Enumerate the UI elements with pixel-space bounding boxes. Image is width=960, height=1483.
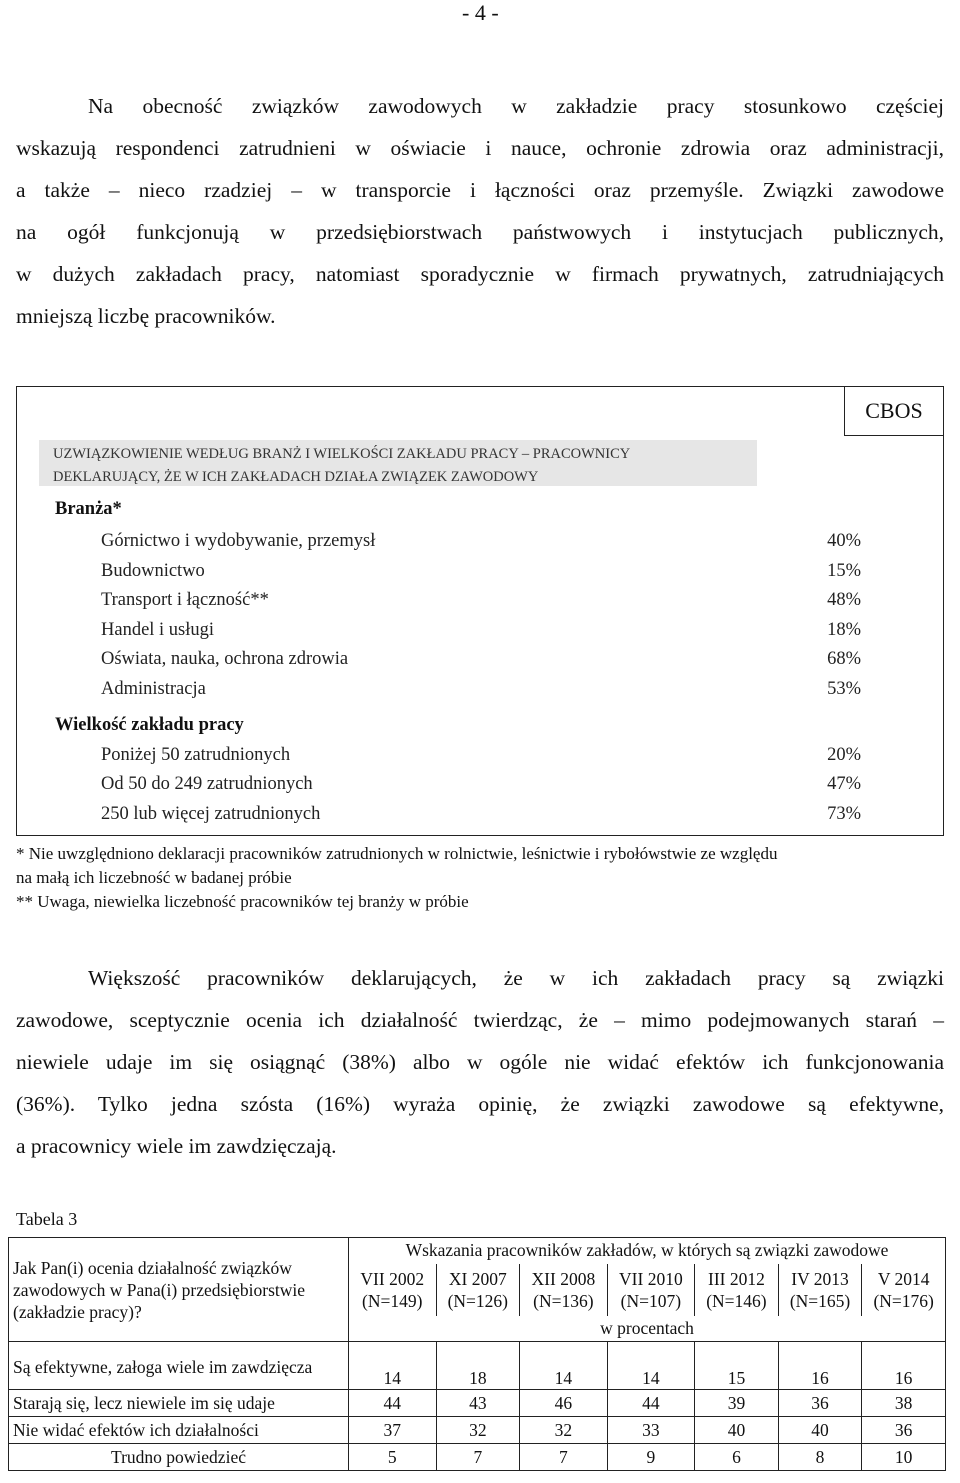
size-row bbox=[101, 745, 861, 766]
table-caption: Tabela 3 bbox=[16, 1209, 78, 1229]
paragraph-line: na ogół funkcjonują w przedsiębiorstwach państwowych i instytucjach publicznych, bbox=[16, 220, 944, 244]
paragraph-line: mniejszą liczbę pracowników. bbox=[16, 304, 276, 328]
column-header: V 2014 (N=176) bbox=[862, 1264, 946, 1316]
industry-row bbox=[101, 590, 861, 611]
paragraph-line: wskazują respondenci zatrudnieni w oświacie i nauce, ochronie zdrowia oraz administracji, bbox=[16, 136, 944, 160]
column-header: III 2012 (N=146) bbox=[695, 1264, 779, 1316]
row-value: 40% bbox=[827, 531, 861, 551]
row-value: 53% bbox=[827, 679, 861, 699]
table-cell: 38 bbox=[862, 1390, 946, 1417]
row-value: 20% bbox=[827, 745, 861, 765]
row-label: Administracja bbox=[101, 679, 206, 699]
footnote-line: na małą ich liczebność w badanej próbie bbox=[16, 868, 292, 887]
group-header: Wskazania pracowników zakładów, w których są związki zawodowe bbox=[349, 1238, 946, 1264]
table-cell: 16 bbox=[862, 1342, 946, 1390]
row-value: 68% bbox=[827, 649, 861, 669]
survey-table bbox=[8, 1237, 946, 1471]
page-number: - 4 - bbox=[462, 0, 499, 25]
industry-row bbox=[101, 531, 861, 552]
paragraph-1 bbox=[16, 85, 944, 337]
industry-row bbox=[101, 679, 861, 700]
column-header: VII 2002 (N=149) bbox=[349, 1264, 437, 1316]
table-cell: 36 bbox=[778, 1390, 862, 1417]
row-label: 250 lub więcej zatrudnionych bbox=[101, 804, 321, 824]
row-label: Od 50 do 249 zatrudnionych bbox=[101, 774, 313, 794]
table-cell: 5 bbox=[349, 1444, 437, 1471]
table-cell: 6 bbox=[695, 1444, 779, 1471]
paragraph-line: (36%). Tylko jedna szósta (16%) wyraża opinię, że związki zawodowe są efektywne, bbox=[16, 1092, 944, 1116]
table-cell: 32 bbox=[520, 1417, 608, 1444]
box-title-line: DEKLARUJĄCY, ŻE W ICH ZAKŁADACH DZIAŁA ZWIĄZEK ZAWODOWY bbox=[53, 469, 539, 485]
paragraph-line: Na obecność związków zawodowych w zakładzie pracy stosunkowo częściej bbox=[88, 94, 944, 118]
question-cell: Jak Pan(i) ocenia działalność związków zawodowych w Pana(i) przedsiębiorstwie (zakładzie pracy)? bbox=[9, 1238, 349, 1342]
row-label: Są efektywne, załoga wiele im zawdzięcza bbox=[9, 1342, 349, 1390]
table-cell: 18 bbox=[436, 1342, 520, 1390]
unit-label: w procentach bbox=[349, 1316, 946, 1342]
row-value: 47% bbox=[827, 774, 861, 794]
box-title-line: UZWIĄZKOWIENIE WEDŁUG BRANŻ I WIELKOŚCI ZAKŁADU PRACY – PRACOWNICY bbox=[53, 446, 631, 462]
cbos-summary-box bbox=[16, 386, 944, 836]
table-cell: 15 bbox=[695, 1342, 779, 1390]
paragraph-line: a także – nieco rzadziej – w transporcie i łączności oraz przemyśle. Związki zawodowe bbox=[16, 178, 944, 202]
footnote-line: * Nie uwzględniono deklaracji pracowników zatrudnionych w rolnictwie, leśnictwie i rybołówstwie ze względu bbox=[16, 844, 778, 863]
industry-row bbox=[101, 561, 861, 582]
paragraph-line: w dużych zakładach pracy, natomiast sporadycznie w firmach prywatnych, zatrudniających bbox=[16, 262, 944, 286]
table-cell: 7 bbox=[520, 1444, 608, 1471]
table-cell: 16 bbox=[778, 1342, 862, 1390]
table-cell: 37 bbox=[349, 1417, 437, 1444]
table-cell: 10 bbox=[862, 1444, 946, 1471]
row-label: Handel i usługi bbox=[101, 620, 215, 640]
table-cell: 9 bbox=[607, 1444, 695, 1471]
table-cell: 44 bbox=[607, 1390, 695, 1417]
table-cell: 7 bbox=[436, 1444, 520, 1471]
row-label: Transport i łączność** bbox=[101, 590, 269, 610]
table-cell: 8 bbox=[778, 1444, 862, 1471]
table-cell: 44 bbox=[349, 1390, 437, 1417]
column-header: VII 2010 (N=107) bbox=[607, 1264, 695, 1316]
section-heading-company-size: Wielkość zakładu pracy bbox=[55, 715, 244, 735]
row-value: 48% bbox=[827, 590, 861, 610]
table-cell: 32 bbox=[436, 1417, 520, 1444]
table-cell: 14 bbox=[349, 1342, 437, 1390]
table-cell: 36 bbox=[862, 1417, 946, 1444]
paragraph-line: a pracownicy wiele im zawdzięczają. bbox=[16, 1134, 337, 1158]
table-cell: 43 bbox=[436, 1390, 520, 1417]
row-value: 73% bbox=[827, 804, 861, 824]
paragraph-line: Większość pracowników deklarujących, że w ich zakładach pracy są związki bbox=[88, 966, 944, 990]
row-label: Budownictwo bbox=[101, 561, 205, 581]
column-header: XII 2008 (N=136) bbox=[520, 1264, 608, 1316]
table-cell: 39 bbox=[695, 1390, 779, 1417]
footnote-line: ** Uwaga, niewielka liczebność pracowników tej branży w próbie bbox=[16, 892, 469, 911]
row-value: 18% bbox=[827, 620, 861, 640]
table-cell: 46 bbox=[520, 1390, 608, 1417]
row-value: 15% bbox=[827, 561, 861, 581]
row-label: Nie widać efektów ich działalności bbox=[9, 1417, 349, 1444]
table-cell: 40 bbox=[695, 1417, 779, 1444]
table-cell: 40 bbox=[778, 1417, 862, 1444]
industry-row bbox=[101, 620, 861, 641]
paragraph-line: niewiele udaje im się osiągnąć (38%) albo w ogóle nie widać efektów ich funkcjonowania bbox=[16, 1050, 944, 1074]
row-label: Oświata, nauka, ochrona zdrowia bbox=[101, 649, 349, 669]
table-cell: 33 bbox=[607, 1417, 695, 1444]
row-label: Trudno powiedzieć bbox=[9, 1444, 349, 1471]
paragraph-line: zawodowe, sceptycznie ocenia ich działalność twierdząc, że – mimo podejmowanych starań – bbox=[16, 1008, 944, 1032]
size-row bbox=[101, 774, 861, 795]
paragraph-2 bbox=[16, 957, 944, 1167]
column-header: XI 2007 (N=126) bbox=[436, 1264, 520, 1316]
section-heading-industry: Branża* bbox=[55, 499, 122, 519]
industry-row bbox=[101, 649, 861, 670]
box-title bbox=[39, 440, 757, 486]
table-cell: 14 bbox=[520, 1342, 608, 1390]
table-cell: 14 bbox=[607, 1342, 695, 1390]
row-label: Poniżej 50 zatrudnionych bbox=[101, 745, 291, 765]
column-header: IV 2013 (N=165) bbox=[778, 1264, 862, 1316]
size-row bbox=[101, 804, 861, 825]
row-label: Górnictwo i wydobywanie, przemysł bbox=[101, 531, 376, 551]
row-label: Starają się, lecz niewiele im się udaje bbox=[9, 1390, 349, 1417]
cbos-badge: CBOS bbox=[844, 386, 944, 436]
footnotes bbox=[16, 842, 946, 914]
